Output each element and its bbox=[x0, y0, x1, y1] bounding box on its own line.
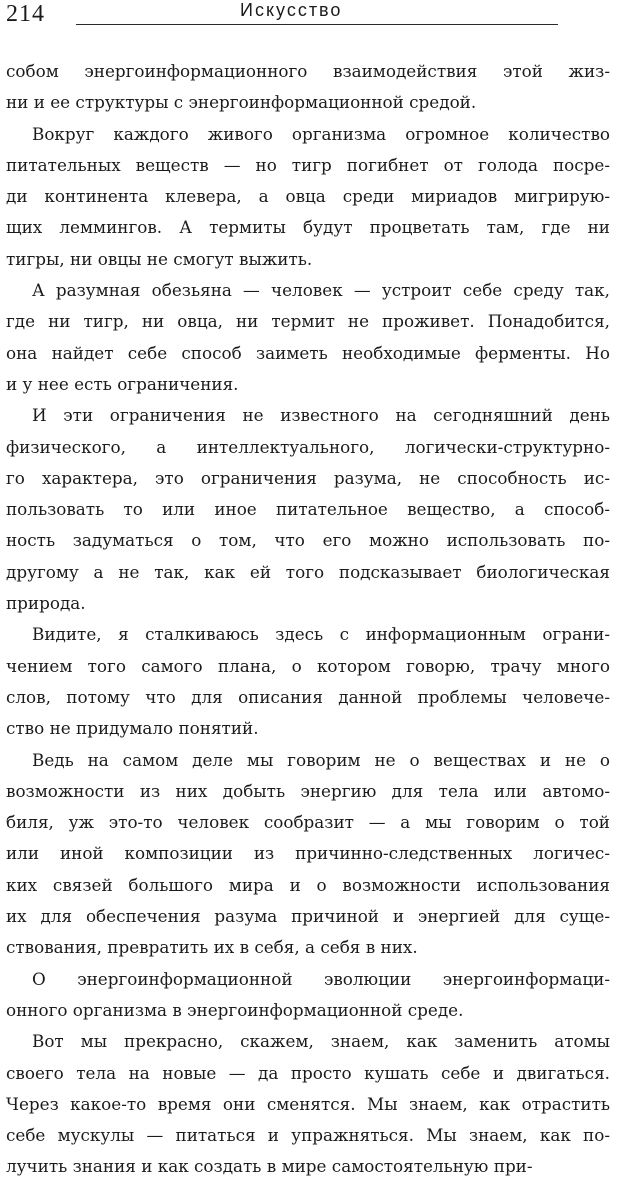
paragraph bbox=[6, 56, 610, 119]
running-header bbox=[6, 0, 558, 30]
paragraph bbox=[6, 400, 610, 619]
header-rule bbox=[76, 24, 558, 25]
text-line: себе мускулы — питаться и упражняться. Мы знаем, как по- bbox=[6, 1125, 610, 1146]
text-line: другому а не так, как ей того подсказывает биологическая bbox=[6, 561, 610, 582]
text-line: чением того самого плана, о котором говорю, трачу много bbox=[6, 655, 610, 676]
page-number: 214 bbox=[6, 1, 45, 27]
text-line: Через какое-то время они сменятся. Мы знаем, как отрастить bbox=[6, 1093, 610, 1114]
text-line: О энергоинформационной эволюции энергоинформаци- bbox=[32, 968, 610, 989]
text-line: щих леммингов. А термиты будут процветать там, где ни bbox=[6, 217, 610, 238]
text-line: и у нее есть ограничения. bbox=[6, 373, 239, 394]
paragraph bbox=[6, 275, 610, 400]
paragraph bbox=[6, 619, 610, 744]
text-line: ких связей большого мира и о возможности использования bbox=[6, 874, 610, 895]
text-line: А разумная обезьяна — человек — устроит себе среду так, bbox=[32, 280, 610, 301]
text-line: ность задуматься о том, что его можно использовать по- bbox=[6, 530, 610, 551]
text-line: или иной композиции из причинно-следственных логичес- bbox=[6, 843, 610, 864]
body-text bbox=[6, 56, 610, 1183]
text-line: ни и ее структуры с энергоинформационной средой. bbox=[6, 92, 477, 113]
paragraph bbox=[6, 745, 610, 964]
paragraph bbox=[6, 964, 610, 1027]
text-line: онного организма в энергоинформационной среде. bbox=[6, 999, 464, 1020]
text-line: И эти ограничения не известного на сегодняшний день bbox=[32, 405, 610, 426]
paragraph bbox=[6, 1026, 610, 1182]
text-line: слов, потому что для описания данной проблемы человече- bbox=[6, 686, 610, 707]
paragraph bbox=[6, 119, 610, 275]
text-line: питательных веществ — но тигр погибнет от голода посре- bbox=[6, 154, 610, 175]
text-line: ствования, превратить их в себя, а себя в них. bbox=[6, 937, 418, 958]
text-line: Видите, я сталкиваюсь здесь с информационным ограни- bbox=[32, 624, 610, 645]
text-line: физического, а интеллектуального, логически-структурно- bbox=[6, 436, 610, 457]
text-line: Вокруг каждого живого организма огромное количество bbox=[32, 123, 610, 144]
text-line: Вот мы прекрасно, скажем, знаем, как заменить атомы bbox=[32, 1031, 610, 1052]
text-line: их для обеспечения разума причиной и энергией для суще- bbox=[6, 906, 610, 927]
text-line: она найдет себе способ заиметь необходимые ферменты. Но bbox=[6, 342, 610, 363]
text-line: собом энергоинформационного взаимодействия этой жиз- bbox=[6, 61, 610, 81]
text-line: ство не придумало понятий. bbox=[6, 718, 259, 739]
section-title: Искусство bbox=[240, 0, 343, 20]
text-line: возможности из них добыть энергию для тела или автомо- bbox=[6, 780, 610, 801]
text-line: тигры, ни овцы не смогут выжить. bbox=[6, 248, 313, 269]
text-line: ди континента клевера, а овца среди мириадов мигрирую- bbox=[6, 186, 610, 207]
text-line: пользовать то или иное питательное вещество, а способ- bbox=[6, 499, 610, 520]
text-line: биля, уж это-то человек сообразит — а мы говорим о той bbox=[6, 812, 610, 833]
text-line: где ни тигр, ни овца, ни термит не проживет. Понадобится, bbox=[6, 311, 610, 332]
text-line: лучить знания и как создать в мире самостоятельную при- bbox=[6, 1156, 533, 1177]
text-line: своего тела на новые — да просто кушать себе и двигаться. bbox=[6, 1062, 610, 1083]
text-line: Ведь на самом деле мы говорим не о веществах и не о bbox=[32, 749, 610, 770]
book-page bbox=[6, 0, 610, 1177]
text-line: природа. bbox=[6, 593, 86, 614]
text-line: го характера, это ограничения разума, не способность ис- bbox=[6, 467, 610, 488]
